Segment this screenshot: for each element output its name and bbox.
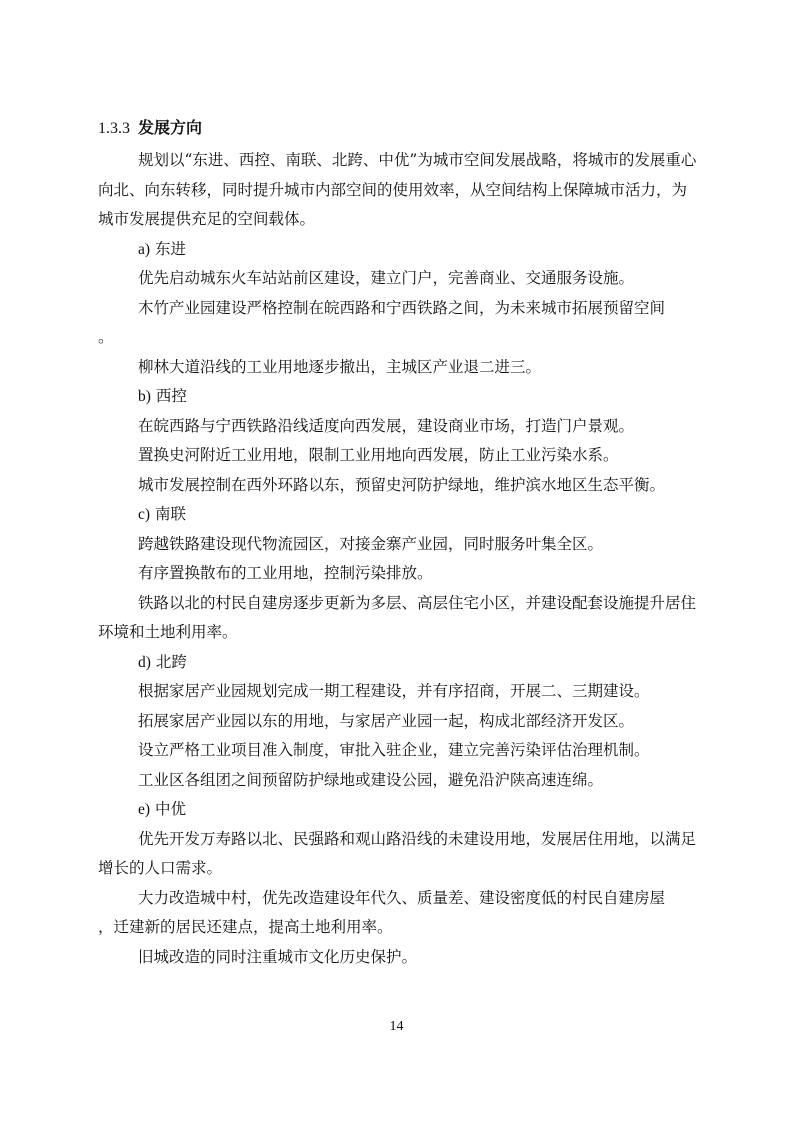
- section-heading: [98, 117, 202, 140]
- paragraph-a3: 柳林大道沿线的工业用地逐步撤出，主城区产业退二进三。: [138, 357, 542, 376]
- subsection-d-label: d): [138, 653, 151, 671]
- body-text: [98, 146, 698, 972]
- subsection-b-label: b): [138, 388, 151, 405]
- subsection-b-title: 西控: [155, 387, 187, 405]
- section-number: 1.3.3: [98, 120, 130, 137]
- subsection-a-title: 东进: [154, 239, 186, 258]
- paragraph-e2-tail: ，迁建新的居民还建点，提高土地利用率。: [98, 918, 393, 936]
- subsection-a-label: a): [138, 240, 151, 258]
- page-number: 14: [389, 1019, 404, 1034]
- subsection-e-title: 中优: [154, 800, 186, 818]
- section-title: 发展方向: [138, 118, 203, 137]
- subsection-e-heading: [98, 795, 698, 825]
- paragraph-c2: 有序置换散布的工业用地，控制污染排放。: [138, 564, 433, 582]
- paragraph-e1: 优先开发万寿路以北、民强路和观山路沿线的未建设用地，发展居住用地，以满足增长的人口需求。: [98, 829, 697, 877]
- paragraph-e2: 大力改造城中村，优先改造建设年代久、质量差、建设密度低的村民自建房屋: [138, 888, 666, 907]
- subsection-e-label: e): [138, 801, 151, 818]
- paragraph-a2: 木竹产业园建设严格控制在皖西路和宁西铁路之间，为未来城市拓展预留空间: [138, 298, 666, 317]
- paragraph-e3: 旧城改造的同时注重城市文化历史保护。: [138, 947, 418, 966]
- paragraph-d2: 拓展家居产业园以东的用地，与家居产业园一起，构成北部经济开发区。: [138, 711, 635, 730]
- paragraph-c1: 跨越铁路建设现代物流园区，对接金寨产业园，同时服务叶集全区。: [138, 534, 604, 553]
- paragraph-d3: 设立严格工业项目准入制度，审批入驻企业，建立完善污染评估治理机制。: [138, 741, 650, 759]
- paragraph-c3: 铁路以北的村民自建房逐步更新为多层、高层住宅小区，并建设配套设施提升居住环境和土地利用率。: [98, 593, 697, 641]
- subsection-b-heading: [98, 382, 698, 412]
- subsection-c-label: c): [138, 506, 151, 523]
- paragraph-d4: 工业区各组团之间预留防护绿地或建设公园，避免沿沪陕高速连绵。: [138, 770, 604, 789]
- paragraph-d1: 根据家居产业园规划完成一期工程建设，并有序招商，开展二、三期建设。: [138, 682, 650, 700]
- paragraph-a1: 优先启动城东火车站站前区建设，建立门户，完善商业、交通服务设施。: [138, 269, 635, 287]
- paragraph-b1: 在皖西路与宁西铁路沿线适度向西发展，建设商业市场，打造门户景观。: [138, 416, 635, 435]
- paragraph-b2: 置换史河附近工业用地，限制工业用地向西发展，防止工业污染水系。: [138, 446, 619, 464]
- subsection-c-heading: [98, 500, 698, 530]
- subsection-d-title: 北跨: [155, 652, 187, 671]
- subsection-c-title: 南联: [154, 505, 186, 523]
- subsection-d-heading: [98, 648, 698, 678]
- subsection-a-heading: [98, 235, 698, 265]
- paragraph-b3: 城市发展控制在西外环路以东，预留史河防护绿地，维护滨水地区生态平衡。: [138, 475, 666, 494]
- intro-paragraph: 规划以“东进、西控、南联、北跨、中优”为城市空间发展战略，将城市的发展重心向北、向东转移，同时提升城市内部空间的使用效率，从空间结构上保障城市活力，为城市发展提供充足的空间载体。: [98, 151, 697, 228]
- paragraph-a2-tail: 。: [98, 328, 114, 346]
